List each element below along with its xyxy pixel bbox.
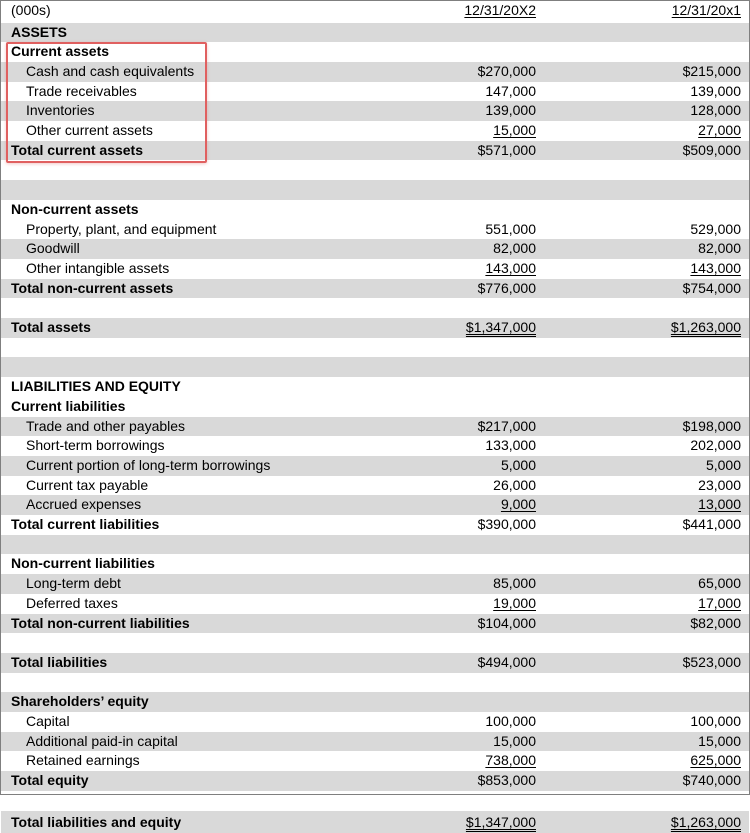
- row-label: Current assets: [11, 43, 110, 60]
- value-20x2: 139,000: [485, 102, 536, 119]
- statement-row: [1, 495, 749, 515]
- row-label: Current portion of long-term borrowings: [26, 456, 271, 473]
- statement-row: [1, 771, 749, 791]
- row-label: Cash and cash equivalents: [26, 62, 195, 79]
- value-20x1: $82,000: [690, 614, 741, 631]
- row-label: Total assets: [11, 319, 91, 335]
- statement-row: [1, 279, 749, 299]
- value-20x1: 13,000: [698, 496, 741, 513]
- statement-row: [1, 594, 749, 614]
- row-label: Accrued expenses: [26, 496, 142, 513]
- row-label: LIABILITIES AND EQUITY: [11, 378, 181, 395]
- value-20x1: 5,000: [705, 456, 741, 473]
- value-20x2: $776,000: [477, 279, 536, 296]
- spacer-row: [1, 180, 749, 200]
- value-20x1: 15,000: [698, 732, 741, 749]
- row-label: Shareholders’ equity: [11, 693, 149, 710]
- value-20x2: 19,000: [493, 594, 536, 611]
- value-20x2: $390,000: [477, 516, 536, 532]
- statement-row: [1, 397, 749, 417]
- statement-row: [1, 554, 749, 574]
- value-20x1: 625,000: [690, 752, 741, 769]
- row-label: Trade receivables: [26, 82, 137, 99]
- row-label: Total equity: [11, 772, 89, 789]
- value-20x1: 23,000: [698, 476, 741, 493]
- row-label: Short-term borrowings: [26, 437, 165, 454]
- value-20x1: $198,000: [682, 417, 741, 434]
- column-header-20x1: 12/31/20x1: [671, 2, 741, 18]
- row-label: Retained earnings: [26, 752, 140, 769]
- statement-row: [1, 417, 749, 437]
- value-20x1: 65,000: [698, 575, 741, 592]
- column-header-20x2: 12/31/20X2: [464, 2, 536, 18]
- value-20x2: 147,000: [485, 82, 536, 99]
- units-label: (000s): [11, 2, 51, 18]
- row-label: Capital: [26, 713, 70, 729]
- value-20x2: 551,000: [485, 220, 536, 237]
- spacer-row: [1, 791, 749, 811]
- value-20x2: 26,000: [493, 476, 536, 493]
- statement-row: [1, 712, 749, 732]
- statement-row: [1, 653, 749, 673]
- spacer-row: [1, 633, 749, 653]
- statement-row: [1, 732, 749, 752]
- row-label: Non-current assets: [11, 200, 139, 217]
- value-20x2: $270,000: [477, 62, 536, 79]
- value-20x1: $754,000: [682, 279, 741, 296]
- value-20x2: 100,000: [485, 713, 536, 729]
- value-20x1: 139,000: [690, 82, 741, 99]
- row-label: Inventories: [26, 102, 95, 119]
- statement-row: [1, 121, 749, 141]
- value-20x1: $740,000: [682, 772, 741, 789]
- statement-row: [1, 436, 749, 456]
- value-20x2: $494,000: [477, 653, 536, 670]
- row-label: Deferred taxes: [26, 594, 118, 611]
- row-label: Total non-current liabilities: [11, 614, 190, 631]
- statement-row: [1, 318, 749, 338]
- value-20x2: 85,000: [493, 575, 536, 592]
- value-20x2: 143,000: [485, 259, 536, 276]
- statement-row: [1, 377, 749, 397]
- value-20x1: 82,000: [698, 240, 741, 257]
- value-20x2: $217,000: [477, 417, 536, 434]
- value-20x1: 27,000: [698, 122, 741, 138]
- spacer-row: [1, 535, 749, 555]
- value-20x2: 82,000: [493, 240, 536, 257]
- row-label: Total liabilities: [11, 653, 108, 670]
- statement-row: [1, 751, 749, 771]
- row-label: Current liabilities: [11, 397, 126, 414]
- row-label: Non-current liabilities: [11, 555, 155, 572]
- spacer-row: [1, 673, 749, 693]
- row-label: Other intangible assets: [26, 259, 170, 276]
- value-20x2: 5,000: [500, 456, 536, 473]
- value-20x1: 17,000: [698, 594, 741, 611]
- value-20x1: $1,263,000: [670, 813, 741, 830]
- row-label: Other current assets: [26, 122, 153, 138]
- row-label: ASSETS: [11, 23, 68, 40]
- value-20x1: 143,000: [690, 259, 741, 276]
- value-20x2: $853,000: [477, 772, 536, 789]
- row-label: Property, plant, and equipment: [26, 220, 217, 237]
- row-label: Total non-current assets: [11, 279, 174, 296]
- row-label: Current tax payable: [26, 476, 149, 493]
- value-20x1: $509,000: [682, 141, 741, 158]
- value-20x2: $104,000: [477, 614, 536, 631]
- value-20x2: $1,347,000: [465, 813, 536, 830]
- statement-row: [1, 23, 749, 43]
- statement-row: [1, 141, 749, 161]
- value-20x2: 15,000: [493, 122, 536, 138]
- row-label: Long-term debt: [26, 575, 121, 592]
- header-row: [1, 1, 749, 21]
- statement-row: [1, 42, 749, 62]
- value-20x1: 202,000: [690, 437, 741, 454]
- value-20x2: 9,000: [500, 496, 536, 513]
- spacer-row: [1, 357, 749, 377]
- statement-row: [1, 456, 749, 476]
- row-label: Total current liabilities: [11, 516, 160, 532]
- row-label: Total current assets: [11, 141, 144, 158]
- statement-row: [1, 239, 749, 259]
- statement-row: [1, 101, 749, 121]
- statement-row: [1, 811, 749, 833]
- statement-row: [1, 82, 749, 102]
- statement-row: [1, 259, 749, 279]
- value-20x1: 128,000: [690, 102, 741, 119]
- value-20x2: 15,000: [493, 732, 536, 749]
- value-20x1: $215,000: [682, 62, 741, 79]
- value-20x1: 100,000: [690, 713, 741, 729]
- row-label: Additional paid-in capital: [26, 732, 178, 749]
- spacer-row: [1, 160, 749, 180]
- value-20x1: 529,000: [690, 220, 741, 237]
- value-20x1: $1,263,000: [670, 319, 741, 335]
- value-20x2: 738,000: [485, 752, 536, 769]
- statement-row: [1, 692, 749, 712]
- row-label: Trade and other payables: [26, 417, 186, 434]
- statement-row: [1, 476, 749, 496]
- row-label: Total liabilities and equity: [11, 813, 182, 830]
- statement-row: [1, 614, 749, 634]
- value-20x2: $571,000: [477, 141, 536, 158]
- value-20x1: $523,000: [682, 653, 741, 670]
- spacer-row: [1, 298, 749, 318]
- statement-row: [1, 62, 749, 82]
- row-label: Goodwill: [26, 240, 80, 257]
- statement-row: [1, 574, 749, 594]
- statement-row: [1, 200, 749, 220]
- statement-row: [1, 220, 749, 240]
- value-20x2: $1,347,000: [465, 319, 536, 335]
- spacer-row: [1, 338, 749, 358]
- value-20x2: 133,000: [485, 437, 536, 454]
- statement-row: [1, 515, 749, 535]
- value-20x1: $441,000: [682, 516, 741, 532]
